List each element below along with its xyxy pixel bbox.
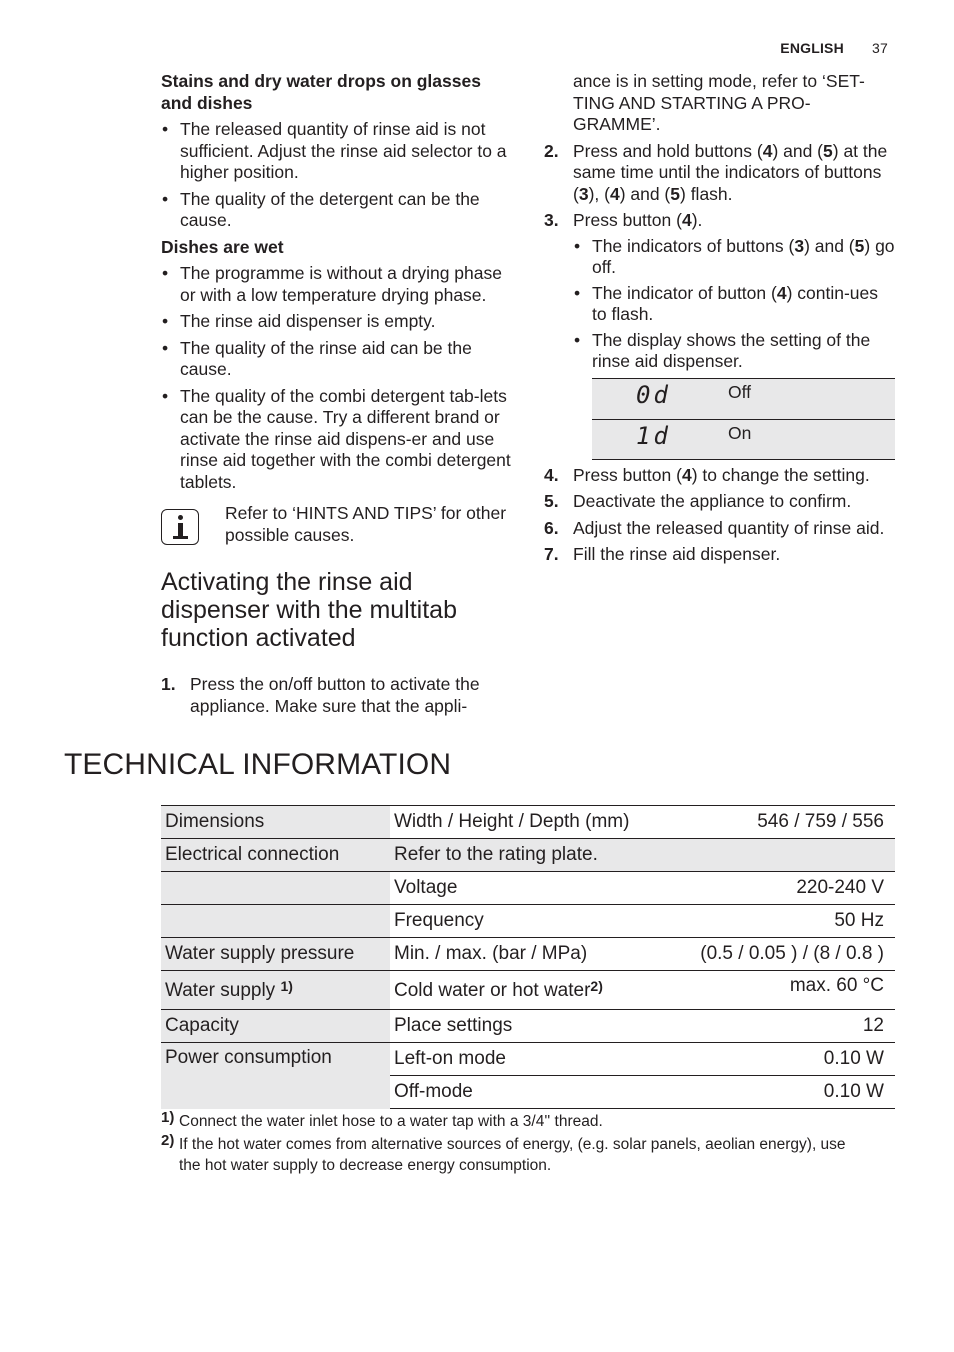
display-row [592,419,895,459]
step-item [544,491,896,513]
step-item [544,518,896,540]
item-text: The indicators of buttons ( [592,235,795,256]
step-number: 7. [544,544,559,564]
list-item [573,283,896,326]
table-cell: 12 [668,1010,895,1043]
footnote-ref: 2) [590,978,603,994]
table-cell: Electrical connection [161,839,390,872]
table-cell: Min. / max. (bar / MPa) [390,938,668,971]
step-number: 1. [161,674,176,694]
step-text: ) flash. [680,183,733,204]
wet-heading: Dishes are wet [161,236,284,257]
item-text: ) and ( [804,235,855,256]
step-text: Press and hold buttons ( [573,140,763,161]
table-cell [161,872,390,905]
button-ref: 3 [794,235,805,256]
cell-text: Water supply [165,980,276,1001]
footnote-mark: 1) [161,1109,175,1126]
step-item [544,465,896,487]
table-cell: Dimensions [161,806,390,839]
list-item: • The quality of the detergent can be the cause. [161,189,513,232]
technical-table [161,805,895,1109]
table-row [161,971,895,1010]
stains-heading: Stains and dry water drops on glasses and dishes [161,71,481,113]
step-text: ) and ( [772,140,824,161]
list-item [573,330,896,373]
button-ref: 5 [854,235,865,256]
table-cell: 546 / 759 / 556 [668,806,895,839]
button-ref: 4 [776,282,787,303]
footnote-text: Connect the water inlet hose to a water tap with a 3/4'' thread. [179,1113,603,1130]
footnote [161,1111,861,1132]
display-label: On [728,422,752,443]
page-number: 37 [872,40,888,56]
left-column [161,71,513,722]
list-item: • The released quantity of rinse aid is not sufficient. Adjust the rinse aid selector to a higher position. [161,119,513,184]
display-code: 0d [636,380,671,409]
button-ref: 4 [681,464,692,485]
table-cell: Width / Height / Depth (mm) [390,806,668,839]
list-item: • The programme is without a drying phase or with a low temperature drying phase. [161,263,513,306]
table-row [161,806,895,839]
list-item: • The quality of the rinse aid can be the cause. [161,338,513,381]
steps-list [161,674,513,717]
step-text: ) at the same time until the indicators of buttons ( [573,140,888,204]
step-item [161,674,513,717]
step-text: Adjust the released quantity of rinse aid. [573,517,885,538]
table-cell: Refer to the rating plate. [390,839,668,872]
table-row [161,905,895,938]
wet-list [161,263,513,493]
section-title: Activating the rinse aid dispenser with the multitab function activated [161,568,457,652]
item-text: ) contin-ues to flash. [592,282,878,324]
table-cell: 220-240 V [668,872,895,905]
info-note [161,503,513,546]
step3-bullets [573,236,896,373]
table-row [161,938,895,971]
display-label: Off [728,381,752,402]
display-settings-table [592,378,895,460]
right-column [544,71,896,571]
step-item [544,210,896,373]
table-cell: Off-mode [390,1076,668,1109]
step-text: ). [691,210,703,230]
item-text: The display shows the setting of the rinse aid dispenser. [592,329,871,371]
table-row [161,1010,895,1043]
list-item: • The quality of the combi detergent tab-lets can be the cause. Try a different brand or activate the rinse aid dispens-er and use rinse aid together with the combi detergent tablets. [161,386,513,494]
table-cell: Left-on mode [390,1043,668,1076]
table-cell: Water supply pressure [161,938,390,971]
cell-text: Cold water or hot water [394,980,591,1001]
table-cell: 0.10 W [668,1076,895,1109]
table-cell [668,839,895,872]
footnote-text: If the hot water comes from alternative sources of energy, (e.g. solar panels, aeolian energy), use the hot water supply to decrease energy consumption. [179,1136,846,1174]
step-text: Press the on/off button to activate the appliance. Make sure that the appli- [190,674,480,716]
button-ref: 5 [670,183,680,204]
footnote-mark: 2) [161,1132,175,1149]
table-row [161,839,895,872]
display-row [592,379,895,419]
display-code: 1d [636,421,671,450]
step-number: 6. [544,517,559,538]
step-item [544,544,896,566]
footnote-ref: 1) [280,978,293,994]
footnote [161,1134,861,1176]
table-cell: max. 60 °C [668,971,895,1010]
table-row [161,1043,895,1076]
step-number: 5. [544,491,559,511]
step-text: Deactivate the appliance to confirm. [573,491,852,511]
item-text: ) go off. [592,235,895,277]
technical-information-title: TECHNICAL INFORMATION [64,748,452,781]
list-item [573,236,896,279]
language-label: ENGLISH [780,40,844,56]
table-cell [390,971,668,1010]
table-cell: 50 Hz [668,905,895,938]
steps-list [544,465,896,566]
step-continuation: ance is in setting mode, refer to ‘SET-TING AND STARTING A PRO-GRAMME’. [573,71,865,134]
steps-list [544,141,896,373]
table-cell: Place settings [390,1010,668,1043]
step-text: Fill the rinse aid dispenser. [573,544,781,564]
table-cell [161,971,390,1010]
table-cell: (0.5 / 0.05 ) / (8 / 0.8 ) [668,938,895,971]
table-cell: Capacity [161,1010,390,1043]
table-row [161,872,895,905]
list-item: • The rinse aid dispenser is empty. [161,311,513,333]
button-ref: 4 [681,210,692,230]
item-text: The indicator of button ( [592,282,777,303]
info-text: Refer to ‘HINTS AND TIPS’ for other possible causes. [225,503,507,545]
table-cell: Power consumption [161,1043,390,1109]
step-number: 4. [544,464,559,485]
button-ref: 3 [578,183,589,204]
step-text: ) and ( [619,183,671,204]
table-cell [161,905,390,938]
page-header [780,40,888,56]
step-item [544,141,896,206]
step-text: Press button ( [573,464,682,485]
button-ref: 4 [762,140,773,161]
step-number: 2. [544,140,559,161]
step-text: Press button ( [573,210,682,230]
stains-list [161,119,513,232]
table-cell: 0.10 W [668,1043,895,1076]
step-text: ) to change the setting. [691,464,870,485]
footnotes [161,1111,861,1178]
button-ref: 5 [823,140,833,161]
step-text: ), ( [588,183,610,204]
button-ref: 4 [609,183,620,204]
step-number: 3. [544,210,559,230]
table-cell: Voltage [390,872,668,905]
table-cell: Frequency [390,905,668,938]
info-icon [161,509,199,545]
